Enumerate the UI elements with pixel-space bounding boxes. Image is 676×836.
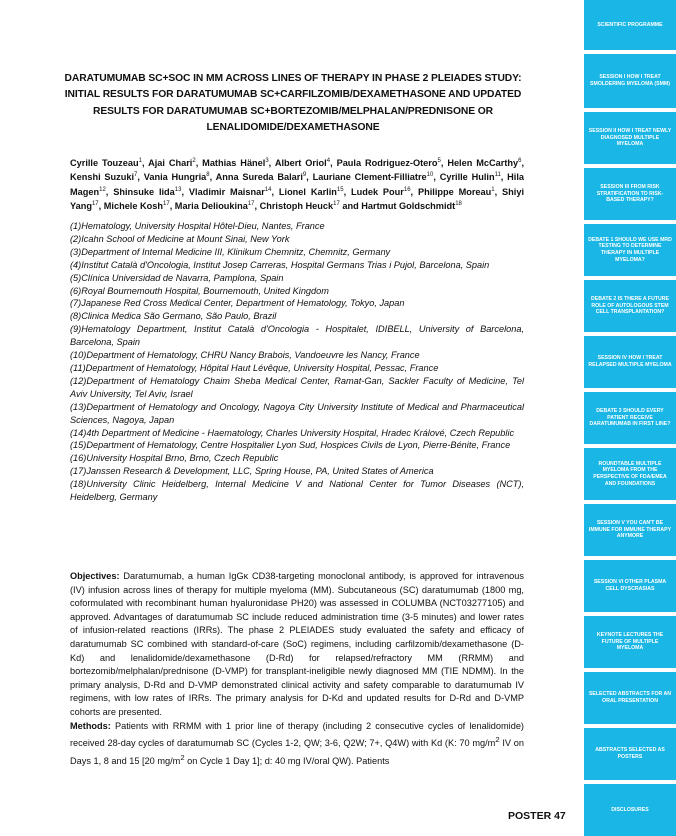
- author-separator: ,: [209, 172, 216, 183]
- author-name: Anna Sureda Balari: [215, 172, 303, 183]
- sidebar-nav-item[interactable]: ROUNDTABLE MULTIPLE MYELOMA FROM THE PERSPECTIVE OF FDA/EMEA AND FOUNDATIONS: [584, 448, 676, 500]
- author-separator: ,: [141, 158, 149, 168]
- author-affiliation-number: 4: [326, 157, 331, 164]
- author-separator: ,: [271, 186, 279, 197]
- author-separator: ,: [343, 186, 351, 197]
- author-separator: ,: [268, 158, 275, 168]
- author-name: Lauriane Clement-Filliatre: [312, 172, 427, 183]
- affiliation-item: (17)Janssen Research & Development, LLC, Spring House, PA, United States of America: [70, 466, 434, 477]
- affiliation-item: (9)Hematology Department, Institut Català d'Oncologia - Hospitalet, IDIBELL, University of Barcelona, Barcelona, Spain: [70, 324, 524, 348]
- author-affiliation-number: 7: [134, 172, 138, 179]
- author-separator: ,: [98, 201, 104, 212]
- methods-superscript: 2: [495, 735, 500, 745]
- affiliation-item: (13)Department of Hematology and Oncology, Nagoya City University Institute of Medical and Pharmaceutical Sciences, Nagoya, Japan: [70, 401, 524, 425]
- author-name: Paula Rodriguez-Otero: [336, 158, 438, 168]
- author-affiliation-number: 8: [206, 172, 210, 179]
- author-name: Hartmut Goldschmidt: [361, 201, 456, 212]
- author-affiliation-number: 11: [494, 172, 501, 179]
- author-joiner: and: [339, 201, 362, 212]
- methods-text: Patients with RRMM with 1 prior line of therapy (including 2 consecutive cycles of lenalidomide) received 28-day cycles of daratumumab SC (Cycles 1-2, QW; 3-6, Q2W; 7+, Q4W) with Kd (K: 70 mg/m: [70, 720, 524, 749]
- author-separator: ,: [254, 201, 260, 212]
- author-name: Shiyi Yang: [70, 186, 525, 212]
- author-affiliation-number: 12: [99, 186, 106, 193]
- author-name: Michele Kosh: [103, 201, 163, 212]
- sidebar-nav-item[interactable]: SESSION I HOW I TREAT SMOLDERING MYELOMA (SMM): [584, 54, 676, 108]
- author-list: [70, 156, 524, 214]
- affiliation-item: (3)Department of Internal Medicine III, Klinikum Chemnitz, Chemnitz, Germany: [70, 246, 391, 257]
- author-affiliation-number: 13: [174, 186, 182, 193]
- author-affiliation-number: 14: [264, 186, 272, 193]
- author-name: Shinsuke Iida: [113, 186, 175, 197]
- author-name: Helen McCarthy: [447, 158, 519, 168]
- author-affiliation-number: 17: [247, 201, 255, 208]
- affiliation-item: (4)Institut Català d'Oncologia, Institut Josep Carreras, Hospital Germans Trias i Pujol, Barcelona, Spain: [70, 259, 490, 270]
- author-affiliation-number: 18: [455, 201, 462, 208]
- author-name: Ludek Pour: [351, 186, 404, 197]
- author-separator: ,: [521, 158, 525, 168]
- author-separator: ,: [195, 158, 203, 168]
- objectives-text: Daratumumab, a human IgGκ CD38-targeting monoclonal antibody, is approved for intravenous (IV) infusion across lines of therapy for multiple myeloma (MM). Subcutaneous (SC) daratumumab (1800 mg, coformulated with recombinant human hyaluronidase PH20) was assessed in COLUMBA (NCT03277105) and approved. Advantages of daratumumab SC include reduced administration time (3-5 minutes) and lower rates of infusion-related reactions (IRRs). The phase 2 PLEIADES study evaluated the safety and efficacy of daratumumab SC combined with standard-of-care (SoC) regimens, including carfilzomib/dexamethasone (D-Kd) and lenalidomide/dexamethasone (D-Rd) for relapsed/refractory MM (RRMM) and bortezomib/melphalan/prednisone (D-VMP) for transplant-ineligible newly diagnosed MM (TIE NDMM). In the primary analysis, D-Rd and D-VMP demonstrated clinical activity and safety comparable to daratumumab IV regimens, with low rates of IRRs. The primary analysis for D-Kd and updated results for D-Rd and D-VMP cohorts are presented.: [70, 571, 524, 717]
- affiliation-item: (16)University Hospital Brno, Brno, Czech Republic: [70, 453, 279, 464]
- author-affiliation-number: 5: [437, 157, 441, 164]
- author-name: Vladimir Maisnar: [188, 186, 265, 197]
- author-separator: ,: [306, 172, 313, 183]
- author-separator: ,: [500, 172, 508, 183]
- sidebar-nav-item[interactable]: DEBATE 3 SHOULD EVERY PATIENT RECEIVE DARATUMUMAB IN FIRST LINE?: [584, 392, 676, 444]
- affiliation-item: (15)Department of Hematology, Centre Hospitalier Lyon Sud, Hospices Civils de Lyon, Pierre-Bénite, France: [70, 440, 511, 451]
- sidebar-nav-item[interactable]: ABSTRACTS SELECTED AS POSTERS: [584, 728, 676, 780]
- author-separator: ,: [105, 186, 114, 197]
- sidebar-nav-item[interactable]: SESSION V YOU CAN'T BE IMMUNE FOR IMMUNE THERAPY ANYMORE: [584, 504, 676, 556]
- author-name: Lionel Karlin: [278, 186, 337, 197]
- abstract-body: [70, 570, 524, 768]
- affiliation-item: (8)Clinica Medica São Germano, São Paulo, Brazil: [70, 311, 277, 322]
- sidebar-nav-item[interactable]: SESSION VI OTHER PLASMA CELL DYSCRASIAS: [584, 560, 676, 612]
- sidebar-nav-item[interactable]: SESSION II HOW I TREAT NEWLY DIAGNOSED MULTIPLE MYELOMA: [584, 112, 676, 164]
- author-name: Cyrille Touzeau: [70, 158, 139, 168]
- affiliation-item: (10)Department of Hematology, CHRU Nancy Brabois, Vandoeuvre les Nancy, France: [70, 350, 420, 361]
- methods-text: IV on Days 1, 8 and 15 [20 mg/m: [70, 738, 524, 766]
- affiliation-item: (7)Japanese Red Cross Medical Center, Department of Hematology, Tokyo, Japan: [70, 298, 405, 309]
- affiliation-item: (11)Department of Hematology, Hôpital Haut Lévêque, University Hospital, Pessac, France: [70, 362, 439, 373]
- sidebar-nav-item[interactable]: KEYNOTE LECTURES THE FUTURE OF MULTIPLE MYELOMA: [584, 616, 676, 668]
- author-affiliation-number: 1: [138, 157, 142, 164]
- author-name: Philippe Moreau: [417, 186, 492, 197]
- affiliation-item: (5)Clínica Universidad de Navarra, Pamplona, Spain: [70, 272, 284, 283]
- affiliation-item: (14)4th Department of Medicine - Haematology, Charles University Hospital, Hradec Králové, Czech Republic: [70, 427, 515, 438]
- author-separator: ,: [440, 158, 448, 168]
- sidebar-nav-item[interactable]: DEBATE 1 SHOULD WE USE MRD TESTING TO DETERMINE THERAPY IN MULTIPLE MYELOMA?: [584, 224, 676, 276]
- author-affiliation-number: 2: [192, 157, 196, 164]
- author-name: Albert Oriol: [274, 158, 327, 168]
- author-separator: ,: [410, 186, 418, 197]
- author-name: Kenshi Suzuki: [70, 172, 135, 183]
- affiliation-item: (6)Royal Bournemouth Hospital, Bournemouth, United Kingdom: [70, 285, 329, 296]
- affiliation-item: (18)University Clinic Heidelberg, Internal Medicine V and National Center for Tumor Diseases (NCT), Heidelberg, Germany: [70, 479, 524, 503]
- author-name: Christoph Heuck: [259, 201, 334, 212]
- navigation-sidebar: [582, 0, 676, 836]
- sidebar-nav-item[interactable]: SCIENTIFIC PROGRAMME: [584, 0, 676, 50]
- author-separator: ,: [330, 158, 337, 168]
- author-name: Hila Magen: [70, 172, 525, 197]
- author-affiliation-number: 1: [491, 186, 495, 193]
- author-separator: ,: [494, 186, 503, 197]
- author-separator: ,: [181, 186, 189, 197]
- objectives-label: Objectives:: [70, 571, 120, 581]
- methods-superscript: 2: [180, 752, 185, 762]
- author-name: Ajai Chari: [148, 158, 193, 168]
- methods-text: on Cycle 1 Day 1]; d: 40 mg IV/oral QW). Patients: [184, 755, 390, 766]
- author-affiliation-number: 17: [163, 201, 170, 208]
- author-affiliation-number: 9: [302, 172, 307, 179]
- sidebar-nav-item[interactable]: SESSION III FROM RISK STRATIFICATION TO RISK-BASED THERAPY?: [584, 168, 676, 220]
- affiliation-item: (1)Hematology, University Hospital Hôtel-Dieu, Nantes, France: [70, 221, 325, 231]
- affiliation-list: [70, 220, 524, 504]
- author-affiliation-number: 3: [265, 157, 269, 164]
- affiliation-item: (2)Icahn School of Medicine at Mount Sinai, New York: [70, 233, 290, 244]
- affiliation-item: (12)Department of Hematology Chaim Sheba Medical Center, Ramat-Gan, Sackler Faculty of Medicine, Tel Aviv University, Tel Aviv, Israel: [70, 375, 524, 399]
- author-affiliation-number: 15: [336, 186, 344, 193]
- author-affiliation-number: 10: [426, 172, 434, 179]
- author-separator: ,: [433, 172, 440, 183]
- sidebar-nav-item[interactable]: DEBATE 2 IS THERE A FUTURE ROLE OF AUTOLOGOUS STEM CELL TRANSPLANTATION?: [584, 280, 676, 332]
- author-separator: ,: [169, 201, 175, 212]
- author-name: Cyrille Hulin: [439, 172, 495, 183]
- author-name: Maria Delioukina: [174, 201, 248, 212]
- methods-label: Methods:: [70, 720, 111, 731]
- abstract-title: DARATUMUMAB SC+SOC IN MM ACROSS LINES OF THERAPY IN PHASE 2 PLEIADES STUDY: INITIAL RESULTS FOR DARATUMUMAB SC+CARFILZOMIB/DEXAMETHASONE AND UPDATED RESULTS FOR DARATUMUMAB SC+BORTEZOMIB/MELPHALAN/PREDNISONE OR LENALIDOMIDE/DEXAMETHASONE: [64, 73, 522, 133]
- author-affiliation-number: 6: [518, 157, 522, 164]
- author-name: Vania Hungria: [143, 172, 207, 183]
- sidebar-nav-item[interactable]: SESSION IV HOW I TREAT RELAPSED MULTIPLE MYELOMA: [584, 336, 676, 388]
- author-affiliation-number: 17: [91, 201, 99, 208]
- sidebar-nav-item[interactable]: DISCLOSURES: [584, 784, 676, 836]
- sidebar-nav-item[interactable]: SELECTED ABSTRACTS FOR AN ORAL PRESENTATION: [584, 672, 676, 724]
- poster-number: POSTER 47: [508, 810, 566, 822]
- author-affiliation-number: 17: [333, 201, 340, 208]
- author-separator: ,: [137, 172, 144, 183]
- author-name: Mathias Hänel: [202, 158, 266, 168]
- author-affiliation-number: 16: [403, 186, 411, 193]
